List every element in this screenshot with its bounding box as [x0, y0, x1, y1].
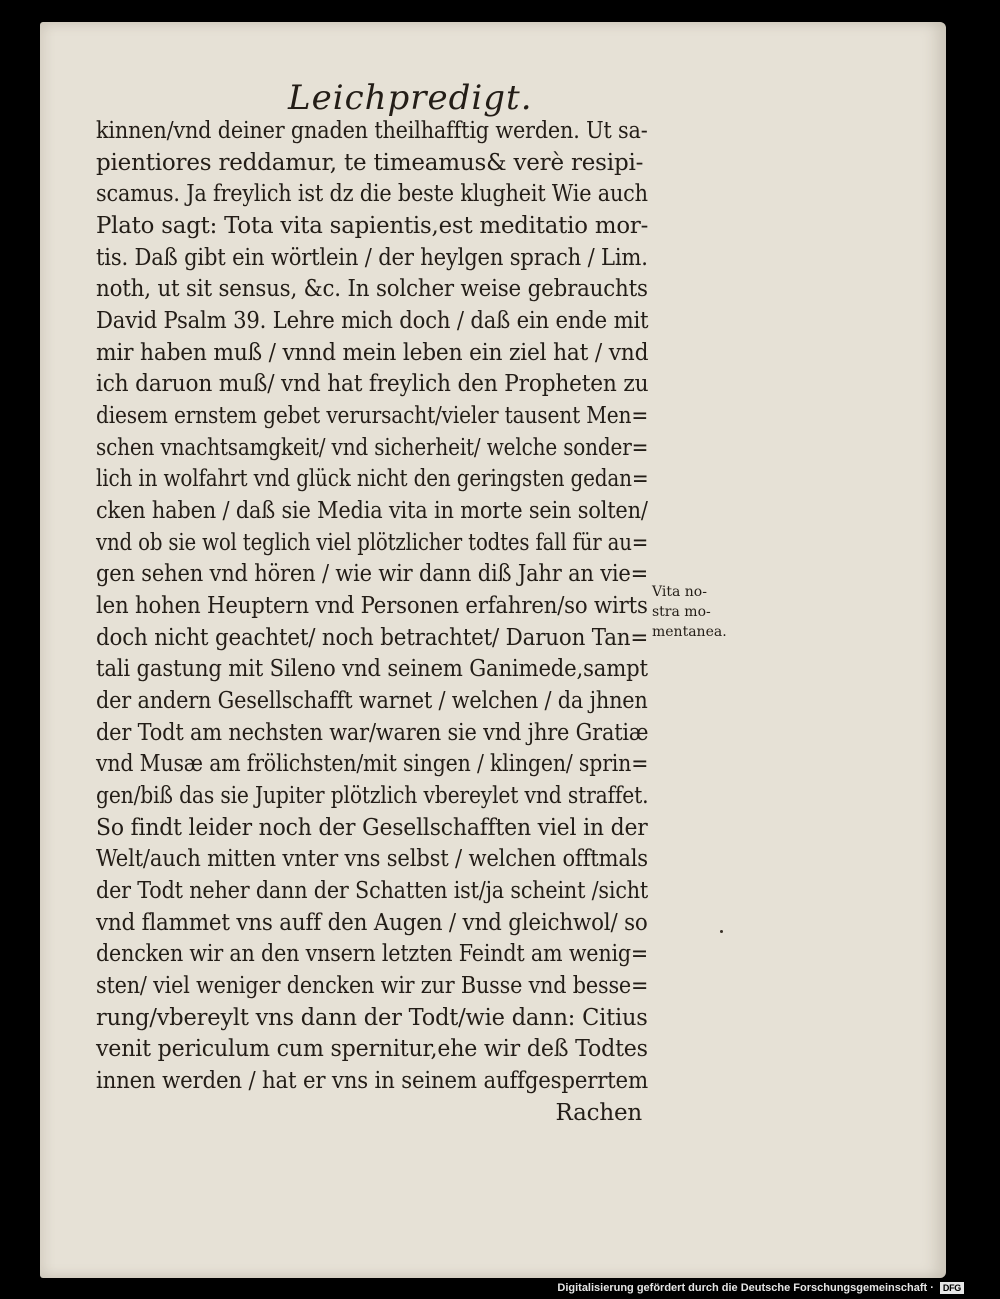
text-line: innen werden / hat er vns in seinem auffgesperrtem	[96, 1068, 648, 1094]
text-line: gen/biß das sie Jupiter plötzlich vbereylet vnd straffet.	[96, 783, 649, 809]
text-line: venit periculum cum spernitur,ehe wir deß Todtes	[96, 1036, 648, 1062]
text-line: mir haben muß / vnnd mein leben ein ziel hat / vnd	[96, 340, 649, 366]
text-line: dencken wir an den vnsern letzten Feindt am wenig=	[96, 941, 649, 967]
text-line: cken haben / daß sie Media vita in morte sein solten/	[96, 498, 648, 524]
margin-note-line: Vita no-	[652, 584, 707, 600]
text-line: David Psalm 39. Lehre mich doch / daß ein ende mit	[96, 308, 649, 334]
text-line: diesem ernstem gebet verursacht/vieler tausent Men=	[96, 403, 649, 429]
text-line: der Todt am nechsten war/waren sie vnd jhre Gratiæ	[96, 720, 649, 746]
text-line: tali gastung mit Sileno vnd seinem Ganimede,sampt	[96, 656, 648, 682]
text-line: schen vnachtsamgkeit/ vnd sicherheit/ welche sonder=	[96, 435, 649, 461]
text-line: der andern Gesellschafft warnet / welchen / da jhnen	[96, 688, 648, 714]
margin-note	[652, 582, 727, 642]
margin-note-line: mentanea.	[652, 624, 727, 640]
text-line: So findt leider noch der Gesellschafften viel in der	[96, 815, 648, 841]
running-header: Leichpredigt.	[288, 78, 533, 118]
text-line: sten/ viel weniger dencken wir zur Busse vnd besse=	[96, 973, 649, 999]
text-line: pientiores reddamur, te timeamus& verè resipi-	[96, 150, 644, 176]
text-line: vnd ob sie wol teglich viel plötzlicher todtes fall für au=	[96, 530, 649, 556]
text-line: Plato sagt: Tota vita sapientis,est meditatio mor-	[96, 213, 649, 239]
text-line: tis. Daß gibt ein wörtlein / der heylgen sprach / Lim.	[96, 245, 648, 271]
text-line: vnd Musæ am frölichsten/mit singen / klingen/ sprin=	[96, 751, 649, 777]
text-line: len hohen Heuptern vnd Personen erfahren/so wirts	[96, 593, 648, 619]
text-line: Welt/auch mitten vnter vns selbst / welchen offtmals	[96, 846, 648, 872]
text-line: rung/vbereylt vns dann der Todt/wie dann: Citius	[96, 1005, 648, 1031]
footer-text: Digitalisierung gefördert durch die Deutsche Forschungsgemeinschaft ·	[557, 1282, 934, 1294]
text-line: noth, ut sit sensus, &c. In solcher weise gebrauchts	[96, 276, 648, 302]
text-line: lich in wolfahrt vnd glück nicht den geringsten gedan=	[96, 466, 649, 492]
dfg-logo-icon: DFG	[940, 1282, 964, 1294]
text-line: scamus. Ja freylich ist dz die beste klugheit Wie auch	[96, 181, 648, 207]
text-line: gen sehen vnd hören / wie wir dann diß Jahr an vie=	[96, 561, 649, 587]
text-line: ich daruon muß/ vnd hat freylich den Propheten zu	[96, 371, 649, 397]
text-line: doch nicht geachtet/ noch betrachtet/ Daruon Tan=	[96, 625, 649, 651]
text-line: vnd flammet vns auff den Augen / vnd gleichwol/ so	[96, 910, 648, 936]
text-line: kinnen/vnd deiner gnaden theilhafftig werden. Ut sa-	[96, 118, 648, 144]
margin-note-line: stra mo-	[652, 604, 711, 620]
footer-credit	[557, 1279, 964, 1297]
ink-speck	[720, 930, 723, 933]
text-line: der Todt neher dann der Schatten ist/ja scheint /sicht	[96, 878, 649, 904]
catchword: Rachen	[555, 1100, 642, 1126]
